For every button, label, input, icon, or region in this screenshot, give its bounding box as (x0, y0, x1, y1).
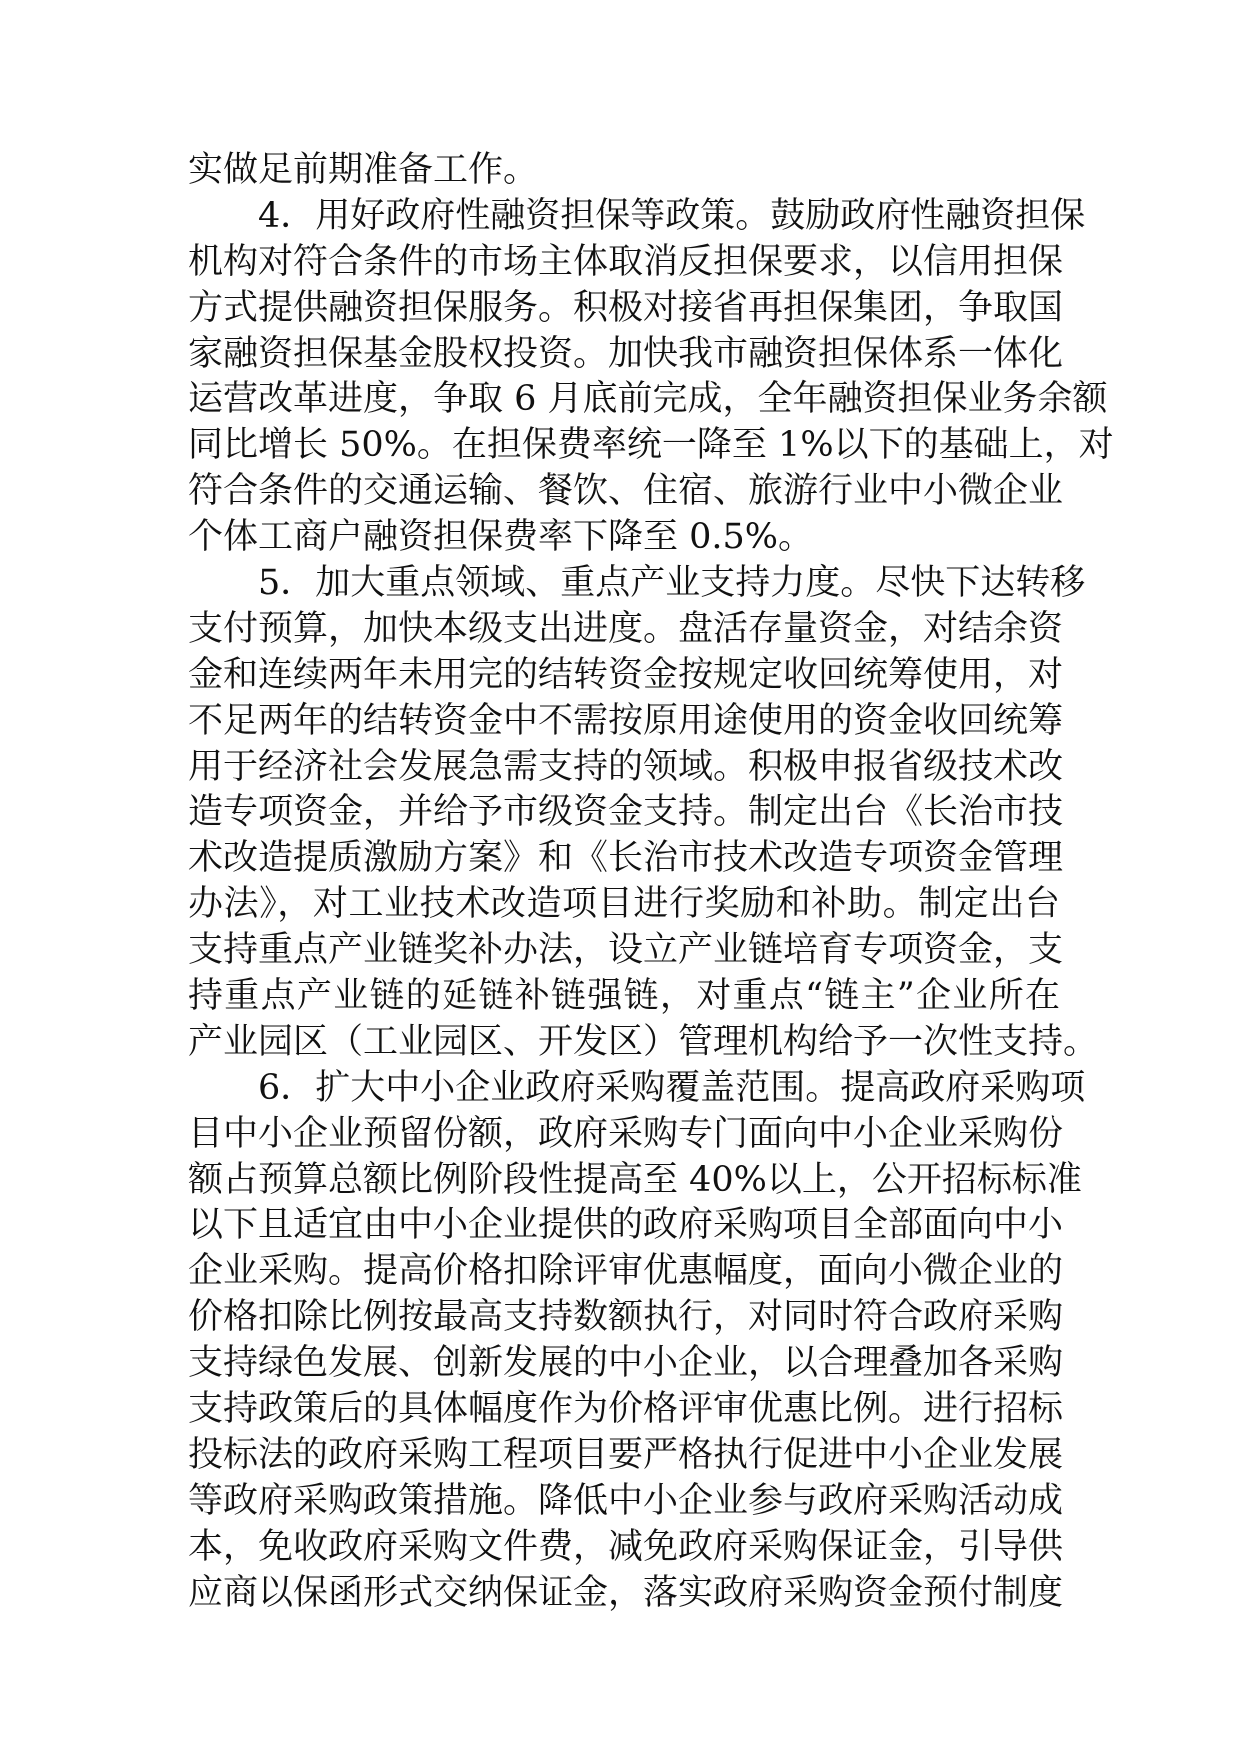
text-line: 家融资担保基金股权投资。加快我市融资担保体系一体化 (188, 333, 1064, 374)
text-line: 支持政策后的具体幅度作为价格评审优惠比例。进行招标 (188, 1389, 1064, 1430)
text-line: 投标法的政府采购工程项目要严格执行促进中小企业发展 (188, 1434, 1064, 1475)
text-line: 持重点产业链的延链补链强链，对重点“链主”企业所在 (188, 976, 1060, 1017)
text-line: 办法》，对工业技术改造项目进行奖励和补助。制定出台 (188, 884, 1060, 925)
text-line: 额占预算总额比例阶段性提高至 40%以上，公开招标标准 (188, 1159, 1082, 1200)
text-line: 产业园区（工业园区、开发区）管理机构给予一次性支持。 (188, 1021, 1099, 1062)
paragraph-first-line: 5．加大重点领域、重点产业支持力度。尽快下达转移 (258, 563, 1086, 604)
paragraph-first-line: 6．扩大中小企业政府采购覆盖范围。提高政府采购项 (258, 1067, 1086, 1108)
text-line: 机构对符合条件的市场主体取消反担保要求，以信用担保 (188, 241, 1064, 282)
text-line: 符合条件的交通运输、餐饮、住宿、旅游行业中小微企业 (188, 471, 1064, 512)
text-line: 支付预算，加快本级支出进度。盘活存量资金，对结余资 (188, 608, 1064, 649)
text-line: 造专项资金，并给予市级资金支持。制定出台《长治市技 (188, 792, 1064, 833)
text-line: 企业采购。提高价格扣除评审优惠幅度，面向小微企业的 (188, 1251, 1064, 1292)
text-line: 用于经济社会发展急需支持的领域。积极申报省级技术改 (188, 746, 1064, 787)
text-line: 支持重点产业链奖补办法，设立产业链培育专项资金，支 (188, 930, 1064, 971)
text-line: 方式提供融资担保服务。积极对接省再担保集团，争取国 (188, 287, 1064, 328)
text-line: 同比增长 50%。在担保费率统一降至 1%以下的基础上，对 (188, 425, 1114, 466)
text-line: 支持绿色发展、创新发展的中小企业，以合理叠加各采购 (188, 1343, 1064, 1384)
text-line: 价格扣除比例按最高支持数额执行，对同时符合政府采购 (188, 1297, 1064, 1338)
text-line: 实做足前期准备工作。 (188, 150, 539, 190)
text-line: 本，免收政府采购文件费，减免政府采购保证金，引导供 (188, 1526, 1064, 1567)
text-line: 运营改革进度，争取 6 月底前完成，全年融资担保业务余额 (188, 379, 1108, 420)
text-line: 金和连续两年未用完的结转资金按规定收回统筹使用，对 (188, 654, 1064, 695)
text-line: 术改造提质激励方案》和《长治市技术改造专项资金管理 (188, 838, 1064, 879)
text-line: 等政府采购政策措施。降低中小企业参与政府采购活动成 (188, 1480, 1064, 1521)
text-line: 个体工商户融资担保费率下降至 0.5%。 (188, 517, 814, 558)
paragraph-first-line: 4．用好政府性融资担保等政策。鼓励政府性融资担保 (258, 195, 1086, 236)
text-line: 以下且适宜由中小企业提供的政府采购项目全部面向中小 (188, 1205, 1064, 1246)
document-body (188, 148, 1114, 1617)
text-line: 不足两年的结转资金中不需按原用途使用的资金收回统筹 (188, 700, 1064, 741)
text-line: 应商以保函形式交纳保证金，落实政府采购资金预付制度 (188, 1572, 1064, 1613)
text-line: 目中小企业预留份额，政府采购专门面向中小企业采购份 (188, 1113, 1064, 1154)
